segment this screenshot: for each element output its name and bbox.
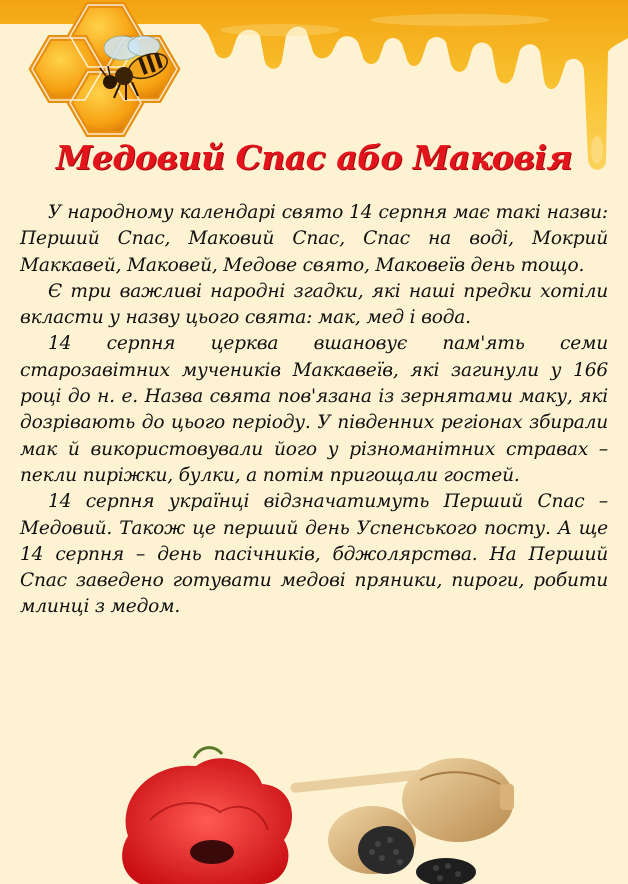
honeycomb-icon xyxy=(20,0,190,140)
paragraph-4: 14 серпня українці відзначатимуть Перший Спас – Медовий. Також це перший день Успенського посту. А ще 14 серпня – день пасічників, бджолярства. На Перший Спас заведено готувати медові пряники, пироги, робити млинці з медом. xyxy=(20,491,608,618)
poppy-decoration xyxy=(0,740,628,884)
paragraph-1: У народному календарі свято 14 серпня має такі назви: Перший Спас, Маковий Спас, Спас на воді, Мокрий Маккавей, Маковей, Медове свято, Маковеїв день тощо. xyxy=(20,202,608,276)
article-body xyxy=(20,200,608,621)
page-title: Медовий Спас або Маковія xyxy=(55,138,573,177)
poppy-flower-icon xyxy=(122,748,292,884)
paragraph-2: Є три важливі народні згадки, які наші предки хотіли вкласти у назву цього свята: мак, мед і вода. xyxy=(20,280,608,329)
poppy-seed-pod-icon xyxy=(290,758,514,884)
paragraph-3: 14 серпня церква вшановує пам'ять семи старозавітних мучеників Маккавеїв, які загинули у 166 році до н. е. Назва свята пов'язана із зернятами маку, які дозрівають до цього періоду. У південних регіонах збирали мак й використовували його у різноманітних стравах – пекли пиріжки, булки, а потім пригощали гостей. xyxy=(20,333,608,486)
